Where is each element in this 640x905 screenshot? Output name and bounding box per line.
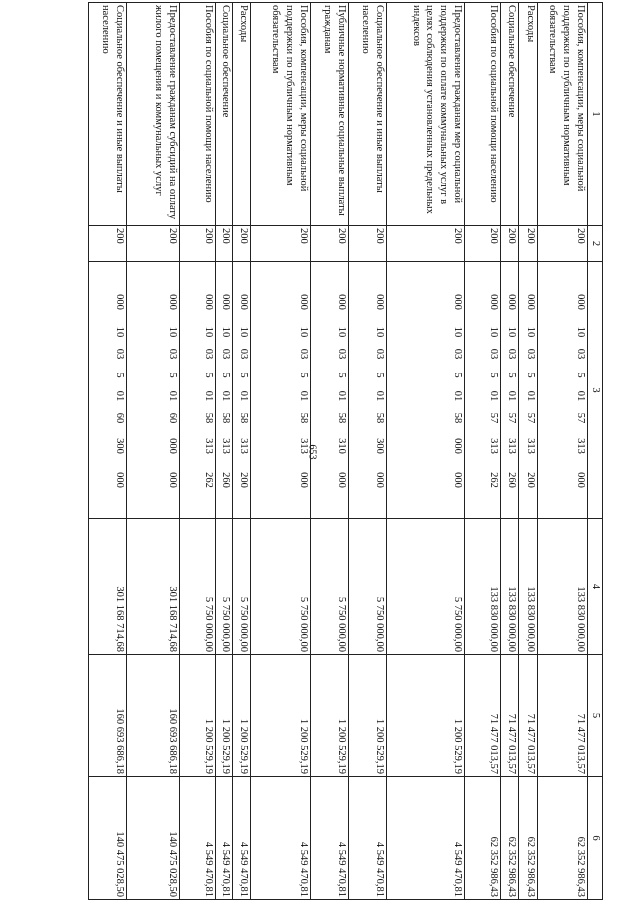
kbk-segment: 000 (238, 294, 250, 310)
kbk-segment: 03 (298, 348, 310, 360)
kbk-segment: 03 (525, 348, 537, 360)
header-cell-5: 5 (588, 655, 603, 777)
row-col4-cell: 133 830 000,00 (519, 519, 538, 655)
page-number: 653 (306, 444, 318, 460)
kbk-segment: 313 (506, 438, 518, 454)
row-col5-cell: 160 693 686,18 (127, 655, 180, 777)
kbk-segment: 01 (220, 390, 232, 402)
kbk-segment: 000 (525, 294, 537, 310)
kbk-segment: 5 (336, 372, 348, 378)
kbk-segment: 03 (575, 348, 587, 360)
row-col6-cell: 4 549 470,81 (387, 777, 465, 900)
row-kbk-cell (251, 262, 311, 519)
kbk-segment: 000 (167, 294, 179, 310)
kbk-segment: 01 (238, 390, 250, 402)
table-row (349, 3, 387, 900)
table-row (501, 3, 519, 900)
row-code-cell: 200 (311, 226, 349, 262)
kbk-segment: 03 (203, 348, 215, 360)
row-col4-cell: 301 168 714,68 (127, 519, 180, 655)
row-kbk-cell (538, 262, 588, 519)
kbk-segment: 58 (220, 412, 232, 424)
row-col5-cell: 1 200 529,19 (216, 655, 233, 777)
kbk-segment: 10 (167, 326, 179, 338)
kbk-segment: 313 (238, 438, 250, 454)
table-row (538, 3, 588, 900)
table-row (387, 3, 465, 900)
row-code-cell: 200 (180, 226, 216, 262)
kbk-segment: 01 (488, 390, 500, 402)
row-code-cell: 200 (387, 226, 465, 262)
row-kbk-cell (387, 262, 465, 519)
row-col6-cell: 4 549 470,81 (349, 777, 387, 900)
kbk-segment: 60 (114, 412, 126, 424)
row-kbk-cell (216, 262, 233, 519)
row-col6-cell: 4 549 470,81 (251, 777, 311, 900)
row-name-cell: Пособия по социальной помощи населению (465, 3, 501, 226)
row-col4-cell: 5 750 000,00 (311, 519, 349, 655)
header-cell-1: 1 (588, 3, 603, 226)
kbk-segment: 03 (336, 348, 348, 360)
kbk-segment: 000 (336, 472, 348, 488)
kbk-segment: 01 (114, 390, 126, 402)
kbk-segment: 5 (452, 372, 464, 378)
kbk-segment: 262 (203, 472, 215, 488)
row-name-cell: Предоставление гражданам мер социальной поддержки по оплате коммунальных услуг в целях соблюдения установленных предельных индексов (387, 3, 465, 226)
kbk-segment: 58 (374, 412, 386, 424)
row-col4-cell: 301 168 714,68 (89, 519, 127, 655)
kbk-segment: 200 (525, 472, 537, 488)
row-col5-cell: 1 200 529,19 (349, 655, 387, 777)
kbk-segment: 5 (525, 372, 537, 378)
header-cell-3: 3 (588, 262, 603, 519)
row-code-cell: 200 (519, 226, 538, 262)
kbk-segment: 01 (525, 390, 537, 402)
row-col5-cell: 1 200 529,19 (233, 655, 251, 777)
row-col4-cell: 5 750 000,00 (251, 519, 311, 655)
row-col4-cell: 5 750 000,00 (216, 519, 233, 655)
kbk-segment: 01 (167, 390, 179, 402)
table-row (311, 3, 349, 900)
kbk-segment: 000 (220, 294, 232, 310)
kbk-segment: 5 (506, 372, 518, 378)
row-col6-cell: 140 475 028,50 (127, 777, 180, 900)
kbk-segment: 5 (374, 372, 386, 378)
kbk-segment: 5 (167, 372, 179, 378)
row-col4-cell: 5 750 000,00 (387, 519, 465, 655)
kbk-segment: 5 (238, 372, 250, 378)
row-col6-cell: 62 352 986,43 (519, 777, 538, 900)
kbk-segment: 10 (336, 326, 348, 338)
kbk-segment: 300 (114, 438, 126, 454)
row-kbk-cell (501, 262, 519, 519)
row-col4-cell: 5 750 000,00 (180, 519, 216, 655)
row-kbk-cell (233, 262, 251, 519)
row-name-cell: Расходы (233, 3, 251, 226)
row-col5-cell: 71 477 013,57 (501, 655, 519, 777)
table-row (127, 3, 180, 900)
row-col4-cell: 133 830 000,00 (465, 519, 501, 655)
kbk-segment: 10 (220, 326, 232, 338)
kbk-segment: 01 (203, 390, 215, 402)
kbk-segment: 000 (298, 472, 310, 488)
row-col5-cell: 1 200 529,19 (387, 655, 465, 777)
kbk-segment: 000 (374, 294, 386, 310)
kbk-segment: 000 (203, 294, 215, 310)
row-kbk-cell (519, 262, 538, 519)
kbk-segment: 000 (506, 294, 518, 310)
kbk-segment: 03 (488, 348, 500, 360)
row-kbk-cell (465, 262, 501, 519)
kbk-segment: 313 (575, 438, 587, 454)
row-col6-cell: 4 549 470,81 (233, 777, 251, 900)
row-name-cell: Пособия, компенсации, меры социальной поддержки по публичным нормативным обязательствам (538, 3, 588, 226)
kbk-segment: 000 (452, 472, 464, 488)
row-col6-cell: 140 475 028,50 (89, 777, 127, 900)
table-header-row (588, 3, 603, 900)
kbk-segment: 01 (506, 390, 518, 402)
kbk-segment: 313 (298, 438, 310, 454)
kbk-segment: 313 (488, 438, 500, 454)
kbk-segment: 000 (167, 472, 179, 488)
row-col5-cell: 1 200 529,19 (311, 655, 349, 777)
kbk-segment: 10 (506, 326, 518, 338)
table-container (73, 2, 603, 899)
kbk-segment: 5 (220, 372, 232, 378)
row-col5-cell: 160 693 686,18 (89, 655, 127, 777)
row-name-cell: Расходы (519, 3, 538, 226)
row-code-cell: 200 (89, 226, 127, 262)
row-name-cell: Социальное обеспечение (216, 3, 233, 226)
kbk-segment: 58 (452, 412, 464, 424)
kbk-segment: 01 (298, 390, 310, 402)
kbk-segment: 01 (374, 390, 386, 402)
kbk-segment: 300 (374, 438, 386, 454)
kbk-segment: 03 (114, 348, 126, 360)
kbk-segment: 200 (238, 472, 250, 488)
kbk-segment: 260 (506, 472, 518, 488)
row-col6-cell: 62 352 986,43 (465, 777, 501, 900)
kbk-segment: 57 (506, 412, 518, 424)
kbk-segment: 03 (506, 348, 518, 360)
row-code-cell: 200 (216, 226, 233, 262)
kbk-segment: 10 (525, 326, 537, 338)
kbk-segment: 5 (488, 372, 500, 378)
row-kbk-cell (349, 262, 387, 519)
header-cell-2: 2 (588, 226, 603, 262)
kbk-segment: 10 (374, 326, 386, 338)
kbk-segment: 10 (452, 326, 464, 338)
kbk-segment: 10 (114, 326, 126, 338)
row-name-cell: Публичные нормативные социальные выплаты гражданам (311, 3, 349, 226)
kbk-segment: 60 (167, 412, 179, 424)
kbk-segment: 57 (488, 412, 500, 424)
row-code-cell: 200 (538, 226, 588, 262)
row-name-cell: Социальное обеспечение и иные выплаты населению (89, 3, 127, 226)
kbk-segment: 313 (220, 438, 232, 454)
row-kbk-cell (89, 262, 127, 519)
row-name-cell: Социальное обеспечение (501, 3, 519, 226)
kbk-segment: 03 (452, 348, 464, 360)
budget-table (88, 2, 603, 900)
kbk-segment: 000 (114, 294, 126, 310)
kbk-segment: 57 (575, 412, 587, 424)
kbk-segment: 310 (336, 438, 348, 454)
kbk-segment: 5 (575, 372, 587, 378)
kbk-segment: 000 (488, 294, 500, 310)
kbk-segment: 260 (220, 472, 232, 488)
kbk-segment: 57 (525, 412, 537, 424)
row-col6-cell: 4 549 470,81 (311, 777, 349, 900)
row-col5-cell: 71 477 013,57 (465, 655, 501, 777)
kbk-segment: 5 (298, 372, 310, 378)
kbk-segment: 58 (203, 412, 215, 424)
header-cell-4: 4 (588, 519, 603, 655)
header-cell-6: 6 (588, 777, 603, 900)
kbk-segment: 5 (203, 372, 215, 378)
row-name-cell: Пособия по социальной помощи населению (180, 3, 216, 226)
kbk-segment: 000 (575, 294, 587, 310)
kbk-segment: 10 (488, 326, 500, 338)
table-row (89, 3, 127, 900)
kbk-segment: 000 (336, 294, 348, 310)
row-code-cell: 200 (251, 226, 311, 262)
kbk-segment: 03 (167, 348, 179, 360)
kbk-segment: 58 (336, 412, 348, 424)
row-col6-cell: 4 549 470,81 (216, 777, 233, 900)
kbk-segment: 10 (298, 326, 310, 338)
row-col6-cell: 4 549 470,81 (180, 777, 216, 900)
row-col4-cell: 133 830 000,00 (501, 519, 519, 655)
kbk-segment: 03 (238, 348, 250, 360)
table-row (465, 3, 501, 900)
kbk-segment: 01 (336, 390, 348, 402)
kbk-segment: 000 (114, 472, 126, 488)
kbk-segment: 313 (525, 438, 537, 454)
row-col6-cell: 62 352 986,43 (501, 777, 519, 900)
table-row (519, 3, 538, 900)
kbk-segment: 000 (298, 294, 310, 310)
kbk-segment: 000 (452, 438, 464, 454)
table-row (251, 3, 311, 900)
row-col4-cell: 5 750 000,00 (233, 519, 251, 655)
kbk-segment: 01 (575, 390, 587, 402)
row-code-cell: 200 (501, 226, 519, 262)
row-kbk-cell (127, 262, 180, 519)
kbk-segment: 000 (167, 438, 179, 454)
row-kbk-cell (311, 262, 349, 519)
kbk-segment: 10 (203, 326, 215, 338)
kbk-segment: 000 (374, 472, 386, 488)
row-code-cell: 200 (349, 226, 387, 262)
row-col6-cell: 62 352 986,43 (538, 777, 588, 900)
row-name-cell: Пособия, компенсации, меры социальной поддержки по публичным нормативным обязательствам (251, 3, 311, 226)
table-row (216, 3, 233, 900)
row-col5-cell: 1 200 529,19 (180, 655, 216, 777)
row-name-cell: Предоставление гражданам субсидий на оплату жилого помещения и коммунальных услуг (127, 3, 180, 226)
kbk-segment: 313 (203, 438, 215, 454)
kbk-segment: 000 (452, 294, 464, 310)
row-col4-cell: 5 750 000,00 (349, 519, 387, 655)
table-body (89, 3, 603, 900)
table-row (180, 3, 216, 900)
kbk-segment: 10 (238, 326, 250, 338)
row-code-cell: 200 (127, 226, 180, 262)
row-col5-cell: 71 477 013,57 (519, 655, 538, 777)
table-row (233, 3, 251, 900)
kbk-segment: 58 (298, 412, 310, 424)
kbk-segment: 000 (575, 472, 587, 488)
rotated-page-content (73, 2, 603, 899)
row-kbk-cell (180, 262, 216, 519)
kbk-segment: 58 (238, 412, 250, 424)
kbk-segment: 01 (452, 390, 464, 402)
kbk-segment: 10 (575, 326, 587, 338)
kbk-segment: 5 (114, 372, 126, 378)
row-code-cell: 200 (465, 226, 501, 262)
row-name-cell: Социальное обеспечение и иные выплаты населению (349, 3, 387, 226)
row-col4-cell: 133 830 000,00 (538, 519, 588, 655)
row-code-cell: 200 (233, 226, 251, 262)
row-col5-cell: 1 200 529,19 (251, 655, 311, 777)
kbk-segment: 03 (374, 348, 386, 360)
kbk-segment: 262 (488, 472, 500, 488)
row-col5-cell: 71 477 013,57 (538, 655, 588, 777)
kbk-segment: 03 (220, 348, 232, 360)
